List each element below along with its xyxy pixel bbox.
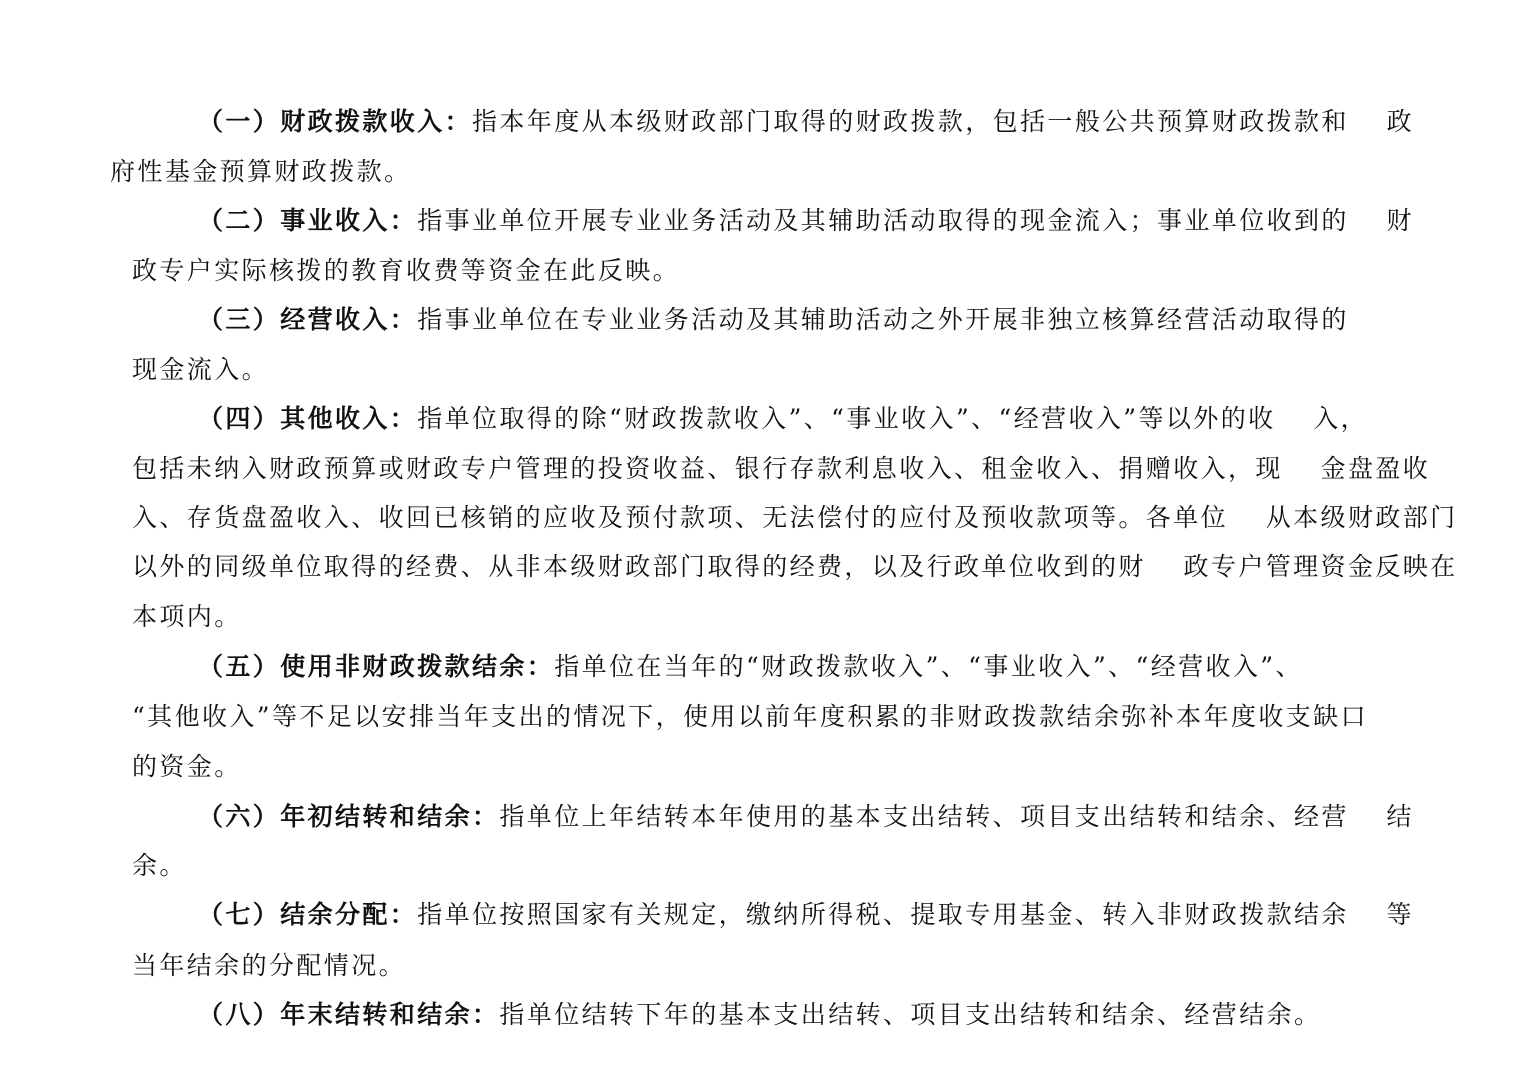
item-5-heading: （五）使用非财政拨款结余：: [198, 652, 555, 681]
item-6-heading: （六）年初结转和结余：: [198, 802, 500, 831]
item-7-line-2: [132, 951, 406, 981]
item-2-text-1: 指事业单位开展专业业务活动及其辅助活动取得的现金流入；事业单位收到的 财: [417, 206, 1414, 235]
item-7-text-2: 当年结余的分配情况。: [132, 951, 407, 980]
item-6-line-1: [198, 802, 1414, 832]
item-4-line-3: [132, 503, 1458, 533]
item-3-text-1: 指事业单位在专业业务活动及其辅助活动之外开展非独立核算经营活动取得的: [417, 305, 1349, 334]
item-1-text-2: 府性基金预算财政拨款。: [110, 157, 412, 186]
item-8-line-1: [198, 1000, 1321, 1030]
item-6-text-1: 指单位上年结转本年使用的基本支出结转、项目支出结转和结余、经营 结: [499, 802, 1414, 831]
item-8-text-1: 指单位结转下年的基本支出结转、项目支出结转和结余、经营结余。: [499, 1000, 1322, 1029]
item-4-text-1: 指单位取得的除“财政拨款收入”、“事业收入”、“经营收入”等以外的收 入，: [417, 404, 1369, 433]
item-1-line-1: [198, 107, 1414, 137]
item-4-text-5: 本项内。: [132, 602, 242, 631]
item-3-text-2: 现金流入。: [132, 355, 270, 384]
item-4-text-4: 以外的同级单位取得的经费、从非本级财政部门取得的经费，以及行政单位收到的财 政专户管理资金反映在: [132, 552, 1458, 581]
item-4-line-1: [198, 404, 1368, 434]
item-2-line-2: [132, 256, 680, 286]
item-4-line-4: [132, 552, 1458, 582]
item-7-text-1: 指单位按照国家有关规定，缴纳所得税、提取专用基金、转入非财政拨款结余 等: [417, 900, 1414, 929]
item-7-line-1: [198, 900, 1414, 930]
item-8-heading: （八）年末结转和结余：: [198, 1000, 500, 1029]
item-1-line-2: [110, 157, 411, 187]
item-2-heading: （二）事业收入：: [198, 206, 418, 235]
item-5-text-2: “其他收入”等不足以安排当年支出的情况下，使用以前年度积累的非财政拨款结余弥补本年度收支缺口: [132, 702, 1368, 731]
item-5-line-3: [132, 752, 242, 782]
item-4-line-2: [132, 454, 1430, 484]
item-5-line-2: [132, 702, 1368, 732]
item-1-heading: （一）财政拨款收入：: [198, 107, 473, 136]
item-5-text-1: 指单位在当年的“财政拨款收入”、“事业收入”、“经营收入”、: [554, 652, 1303, 681]
item-4-text-3: 入、存货盘盈收入、收回已核销的应收及预付款项、无法偿付的应付及预收款项等。各单位 从本级财政部门: [132, 503, 1458, 532]
item-3-heading: （三）经营收入：: [198, 305, 418, 334]
item-3-line-1: [198, 305, 1349, 335]
item-3-line-2: [132, 355, 269, 385]
item-2-line-1: [198, 206, 1414, 236]
item-4-line-5: [132, 602, 242, 632]
item-7-heading: （七）结余分配：: [198, 900, 418, 929]
item-4-text-2: 包括未纳入财政预算或财政专户管理的投资收益、银行存款利息收入、租金收入、捐赠收入，现 金盘盈收: [132, 454, 1431, 483]
item-6-text-2: 余。: [132, 851, 187, 880]
item-6-line-2: [132, 851, 187, 881]
item-1-text-1: 指本年度从本级财政部门取得的财政拨款，包括一般公共预算财政拨款和 政: [472, 107, 1414, 136]
item-4-heading: （四）其他收入：: [198, 404, 418, 433]
item-5-line-1: [198, 652, 1303, 682]
item-5-text-3: 的资金。: [132, 752, 242, 781]
item-2-text-2: 政专户实际核拨的教育收费等资金在此反映。: [132, 256, 681, 285]
